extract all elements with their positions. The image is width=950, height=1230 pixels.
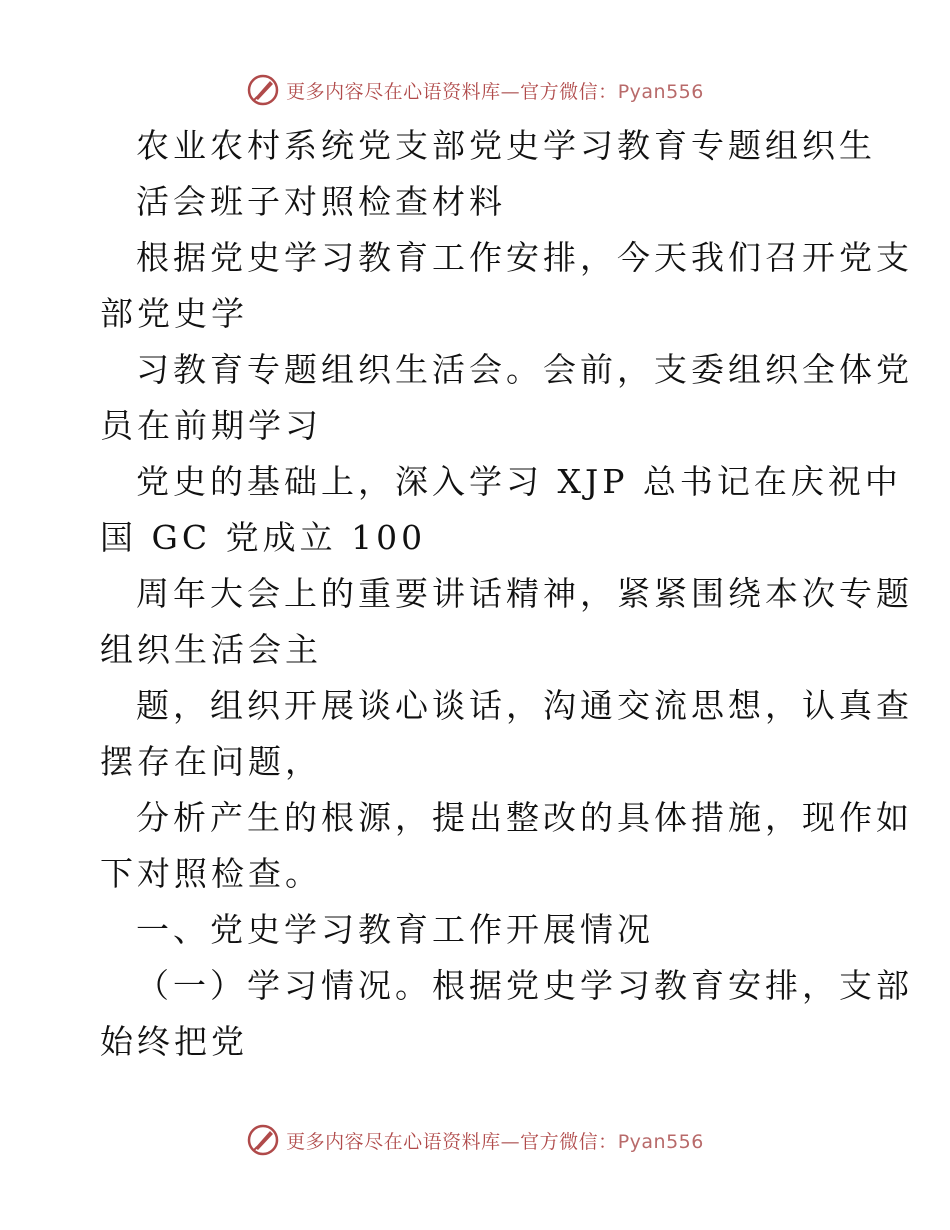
watermark-footer (0, 1120, 950, 1160)
document-body (100, 118, 913, 1070)
doc-line: 员在前期学习 (100, 406, 322, 445)
doc-line: 摆存在问题， (100, 742, 322, 781)
doc-line: 始终把党 (100, 1022, 248, 1061)
doc-line: 分析产生的根源，提出整改的具体措施，现作如 (136, 798, 913, 837)
quill-logo-icon (246, 73, 280, 107)
doc-line: 国 GC 党成立 100 (100, 518, 427, 557)
doc-line: 题，组织开展谈心谈话，沟通交流思想，认真查 (136, 686, 913, 725)
doc-line: （一）学习情况。根据党史学习教育安排，支部 (136, 966, 913, 1005)
doc-line: 周年大会上的重要讲话精神，紧紧围绕本次专题 (136, 574, 913, 613)
doc-line: 部党史学 (100, 294, 248, 333)
watermark-text: 更多内容尽在心语资料库—官方微信：Pyan556 (286, 80, 704, 103)
doc-line: 根据党史学习教育工作安排，今天我们召开党支 (136, 238, 913, 277)
doc-line: 党史的基础上，深入学习 XJP 总书记在庆祝中 (136, 462, 902, 501)
doc-line: 下对照检查。 (100, 854, 322, 893)
doc-line: 组织生活会主 (100, 630, 322, 669)
doc-line: 农业农村系统党支部党史学习教育专题组织生 (136, 126, 876, 165)
section-heading: 一、党史学习教育工作开展情况 (136, 910, 654, 949)
doc-line: 活会班子对照检查材料 (136, 182, 506, 221)
doc-line: 习教育专题组织生活会。会前，支委组织全体党 (136, 350, 913, 389)
watermark-header (0, 70, 950, 110)
watermark-text: 更多内容尽在心语资料库—官方微信：Pyan556 (286, 1130, 704, 1153)
quill-logo-icon (246, 1123, 280, 1157)
